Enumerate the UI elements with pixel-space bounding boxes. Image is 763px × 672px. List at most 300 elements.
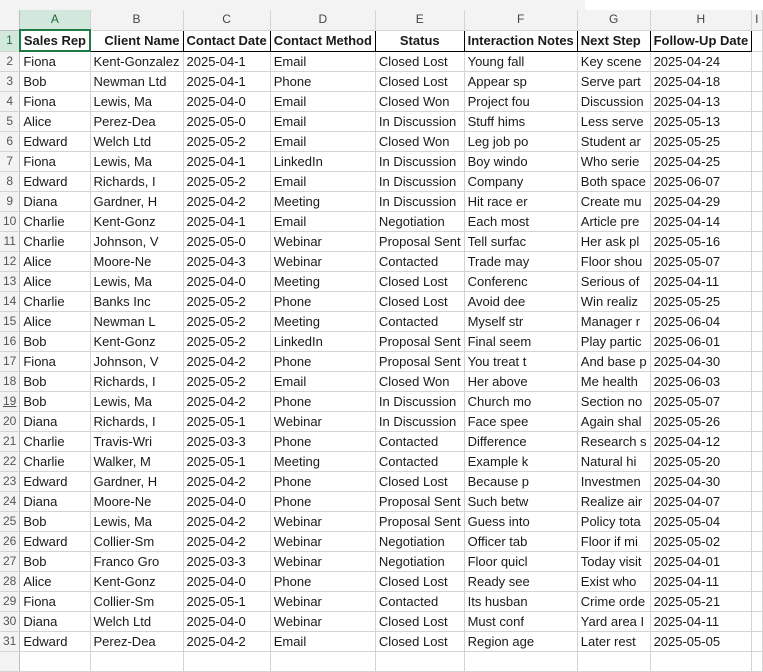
cell-client-name[interactable]: Lewis, Ma xyxy=(90,512,183,532)
cell-client-name[interactable]: Welch Ltd xyxy=(90,612,183,632)
empty-cell[interactable] xyxy=(183,652,270,672)
cell-contact-date[interactable]: 2025-04-0 xyxy=(183,272,270,292)
row-header[interactable]: 20 xyxy=(0,412,20,432)
cell-sales-rep[interactable]: Fiona xyxy=(20,152,90,172)
cell-sales-rep[interactable]: Edward xyxy=(20,172,90,192)
cell-status[interactable]: In Discussion xyxy=(375,112,464,132)
cell-follow-up-date[interactable]: 2025-04-14 xyxy=(650,212,752,232)
cell-sales-rep[interactable]: Edward xyxy=(20,532,90,552)
cell-next-step[interactable]: Today visit xyxy=(577,552,650,572)
cell-status[interactable]: Proposal Sent xyxy=(375,332,464,352)
cell-status[interactable]: Proposal Sent xyxy=(375,512,464,532)
cell-interaction-notes[interactable]: Avoid dee xyxy=(464,292,577,312)
cell-contact-method[interactable]: Email xyxy=(270,92,375,112)
empty-cell[interactable] xyxy=(752,51,762,72)
empty-cell[interactable] xyxy=(752,252,762,272)
empty-cell[interactable] xyxy=(752,172,762,192)
cell-interaction-notes[interactable]: Appear sp xyxy=(464,72,577,92)
cell-status[interactable]: In Discussion xyxy=(375,412,464,432)
cell-follow-up-date[interactable]: 2025-04-07 xyxy=(650,492,752,512)
empty-cell[interactable] xyxy=(752,152,762,172)
cell-status[interactable]: Contacted xyxy=(375,452,464,472)
row-header[interactable]: 7 xyxy=(0,152,20,172)
row-header[interactable]: 31 xyxy=(0,632,20,652)
cell-follow-up-date[interactable]: 2025-04-11 xyxy=(650,612,752,632)
cell-sales-rep[interactable]: Alice xyxy=(20,272,90,292)
cell-contact-date[interactable]: 2025-04-0 xyxy=(183,92,270,112)
header-cell-next-step[interactable]: Next Step xyxy=(577,30,650,51)
cell-contact-method[interactable]: Email xyxy=(270,51,375,72)
empty-cell[interactable] xyxy=(464,652,577,672)
header-cell-contact-date[interactable]: Contact Date xyxy=(183,30,270,51)
cell-client-name[interactable]: Richards, I xyxy=(90,172,183,192)
cell-follow-up-date[interactable]: 2025-04-11 xyxy=(650,572,752,592)
cell-client-name[interactable]: Franco Gro xyxy=(90,552,183,572)
header-cell-status[interactable]: Status xyxy=(375,30,464,51)
cell-status[interactable]: Closed Lost xyxy=(375,612,464,632)
cell-sales-rep[interactable]: Edward xyxy=(20,632,90,652)
cell-follow-up-date[interactable]: 2025-04-30 xyxy=(650,352,752,372)
empty-cell[interactable] xyxy=(752,112,762,132)
cell-sales-rep[interactable]: Fiona xyxy=(20,592,90,612)
cell-interaction-notes[interactable]: Floor quicl xyxy=(464,552,577,572)
cell-status[interactable]: Closed Lost xyxy=(375,272,464,292)
cell-next-step[interactable]: Investmen xyxy=(577,472,650,492)
cell-contact-method[interactable]: Webinar xyxy=(270,232,375,252)
cell-client-name[interactable]: Moore-Ne xyxy=(90,492,183,512)
cell-follow-up-date[interactable]: 2025-06-01 xyxy=(650,332,752,352)
cell-client-name[interactable]: Perez-Dea xyxy=(90,112,183,132)
cell-status[interactable]: Closed Won xyxy=(375,132,464,152)
row-header[interactable]: 24 xyxy=(0,492,20,512)
cell-follow-up-date[interactable]: 2025-04-24 xyxy=(650,51,752,72)
empty-cell[interactable] xyxy=(752,272,762,292)
cell-sales-rep[interactable]: Bob xyxy=(20,512,90,532)
cell-contact-method[interactable]: Webinar xyxy=(270,552,375,572)
cell-follow-up-date[interactable]: 2025-05-20 xyxy=(650,452,752,472)
cell-next-step[interactable]: Research s xyxy=(577,432,650,452)
row-header[interactable]: 9 xyxy=(0,192,20,212)
cell-client-name[interactable]: Travis-Wri xyxy=(90,432,183,452)
cell-contact-date[interactable]: 2025-05-0 xyxy=(183,112,270,132)
cell-next-step[interactable]: Exist who xyxy=(577,572,650,592)
cell-sales-rep[interactable]: Bob xyxy=(20,332,90,352)
cell-sales-rep[interactable]: Fiona xyxy=(20,51,90,72)
cell-follow-up-date[interactable]: 2025-06-03 xyxy=(650,372,752,392)
cell-status[interactable]: Closed Lost xyxy=(375,472,464,492)
empty-cell[interactable] xyxy=(752,492,762,512)
cell-sales-rep[interactable]: Alice xyxy=(20,312,90,332)
cell-client-name[interactable]: Banks Inc xyxy=(90,292,183,312)
cell-follow-up-date[interactable]: 2025-05-21 xyxy=(650,592,752,612)
empty-cell[interactable] xyxy=(752,572,762,592)
cell-client-name[interactable]: Moore-Ne xyxy=(90,252,183,272)
row-header[interactable]: 6 xyxy=(0,132,20,152)
cell-contact-method[interactable]: Email xyxy=(270,112,375,132)
cell-follow-up-date[interactable]: 2025-04-25 xyxy=(650,152,752,172)
row-header[interactable]: 5 xyxy=(0,112,20,132)
cell-follow-up-date[interactable]: 2025-05-05 xyxy=(650,632,752,652)
cell-next-step[interactable]: Crime orde xyxy=(577,592,650,612)
cell-interaction-notes[interactable]: Myself str xyxy=(464,312,577,332)
cell-status[interactable]: Proposal Sent xyxy=(375,232,464,252)
empty-cell[interactable] xyxy=(752,352,762,372)
cell-contact-date[interactable]: 2025-04-2 xyxy=(183,192,270,212)
cell-next-step[interactable]: Discussion xyxy=(577,92,650,112)
cell-contact-method[interactable]: Webinar xyxy=(270,532,375,552)
cell-interaction-notes[interactable]: Church mo xyxy=(464,392,577,412)
header-cell-contact-method[interactable]: Contact Method xyxy=(270,30,375,51)
cell-contact-date[interactable]: 2025-05-0 xyxy=(183,232,270,252)
cell-sales-rep[interactable]: Diana xyxy=(20,612,90,632)
cell-contact-date[interactable]: 2025-04-2 xyxy=(183,512,270,532)
column-header-c[interactable]: C xyxy=(183,10,270,30)
row-header[interactable]: 18 xyxy=(0,372,20,392)
cell-client-name[interactable]: Gardner, H xyxy=(90,192,183,212)
cell-sales-rep[interactable]: Fiona xyxy=(20,352,90,372)
cell-next-step[interactable]: Floor if mi xyxy=(577,532,650,552)
cell-next-step[interactable]: Realize air xyxy=(577,492,650,512)
column-header-e[interactable]: E xyxy=(375,10,464,30)
empty-cell[interactable] xyxy=(752,532,762,552)
cell-status[interactable]: Contacted xyxy=(375,252,464,272)
cell-interaction-notes[interactable]: Difference xyxy=(464,432,577,452)
cell-status[interactable]: In Discussion xyxy=(375,192,464,212)
cell-sales-rep[interactable]: Charlie xyxy=(20,232,90,252)
row-header[interactable]: 16 xyxy=(0,332,20,352)
cell-contact-method[interactable]: Phone xyxy=(270,492,375,512)
cell-interaction-notes[interactable]: Stuff hims xyxy=(464,112,577,132)
row-header[interactable]: 13 xyxy=(0,272,20,292)
cell-follow-up-date[interactable]: 2025-04-30 xyxy=(650,472,752,492)
cell-sales-rep[interactable]: Charlie xyxy=(20,292,90,312)
cell-contact-date[interactable]: 2025-04-1 xyxy=(183,212,270,232)
cell-follow-up-date[interactable]: 2025-05-13 xyxy=(650,112,752,132)
cell-follow-up-date[interactable]: 2025-04-01 xyxy=(650,552,752,572)
cell-interaction-notes[interactable]: Trade may xyxy=(464,252,577,272)
cell-sales-rep[interactable]: Diana xyxy=(20,412,90,432)
cell-next-step[interactable]: Key scene xyxy=(577,51,650,72)
row-header[interactable]: 12 xyxy=(0,252,20,272)
cell-client-name[interactable]: Johnson, V xyxy=(90,352,183,372)
cell-interaction-notes[interactable]: Guess into xyxy=(464,512,577,532)
cell-next-step[interactable]: Floor shou xyxy=(577,252,650,272)
cell-follow-up-date[interactable]: 2025-04-12 xyxy=(650,432,752,452)
cell-contact-method[interactable]: Webinar xyxy=(270,412,375,432)
cell-interaction-notes[interactable]: Such betw xyxy=(464,492,577,512)
empty-cell[interactable] xyxy=(752,332,762,352)
row-header[interactable]: 14 xyxy=(0,292,20,312)
cell-sales-rep[interactable]: Bob xyxy=(20,72,90,92)
cell-client-name[interactable]: Kent-Gonz xyxy=(90,572,183,592)
cell-sales-rep[interactable]: Bob xyxy=(20,372,90,392)
cell-interaction-notes[interactable]: Boy windo xyxy=(464,152,577,172)
cell-client-name[interactable]: Newman L xyxy=(90,312,183,332)
cell-contact-date[interactable]: 2025-04-1 xyxy=(183,152,270,172)
row-header[interactable]: 30 xyxy=(0,612,20,632)
cell-interaction-notes[interactable]: Its husban xyxy=(464,592,577,612)
empty-cell[interactable] xyxy=(752,632,762,652)
row-header[interactable]: 1 xyxy=(0,30,20,51)
row-header[interactable]: 4 xyxy=(0,92,20,112)
cell-follow-up-date[interactable]: 2025-06-04 xyxy=(650,312,752,332)
row-header[interactable]: 27 xyxy=(0,552,20,572)
cell-next-step[interactable]: Play partic xyxy=(577,332,650,352)
cell-status[interactable]: Closed Lost xyxy=(375,292,464,312)
cell-interaction-notes[interactable]: Because p xyxy=(464,472,577,492)
cell-follow-up-date[interactable]: 2025-05-07 xyxy=(650,392,752,412)
row-header[interactable]: 11 xyxy=(0,232,20,252)
row-header[interactable]: 22 xyxy=(0,452,20,472)
cell-interaction-notes[interactable]: Example k xyxy=(464,452,577,472)
cell-next-step[interactable]: Yard area I xyxy=(577,612,650,632)
cell-interaction-notes[interactable]: Officer tab xyxy=(464,532,577,552)
cell-contact-method[interactable]: Email xyxy=(270,372,375,392)
cell-status[interactable]: Proposal Sent xyxy=(375,492,464,512)
cell-client-name[interactable]: Richards, I xyxy=(90,372,183,392)
empty-cell[interactable] xyxy=(752,512,762,532)
cell-interaction-notes[interactable]: Tell surfac xyxy=(464,232,577,252)
cell-client-name[interactable]: Collier-Sm xyxy=(90,532,183,552)
row-header[interactable]: 2 xyxy=(0,51,20,72)
header-cell-follow-up-date[interactable]: Follow-Up Date xyxy=(650,30,752,51)
empty-cell[interactable] xyxy=(20,652,90,672)
row-header[interactable]: 19 xyxy=(0,392,20,412)
cell-contact-date[interactable]: 2025-05-2 xyxy=(183,132,270,152)
empty-cell[interactable] xyxy=(752,30,762,51)
empty-cell[interactable] xyxy=(752,312,762,332)
row-header[interactable]: 17 xyxy=(0,352,20,372)
cell-next-step[interactable]: Me health xyxy=(577,372,650,392)
cell-interaction-notes[interactable]: Hit race er xyxy=(464,192,577,212)
cell-status[interactable]: Proposal Sent xyxy=(375,352,464,372)
cell-contact-method[interactable]: Email xyxy=(270,212,375,232)
empty-cell[interactable] xyxy=(752,232,762,252)
cell-client-name[interactable]: Newman Ltd xyxy=(90,72,183,92)
cell-contact-date[interactable]: 2025-04-2 xyxy=(183,632,270,652)
cell-interaction-notes[interactable]: Region age xyxy=(464,632,577,652)
cell-client-name[interactable]: Lewis, Ma xyxy=(90,392,183,412)
cell-status[interactable]: Closed Lost xyxy=(375,572,464,592)
cell-client-name[interactable]: Perez-Dea xyxy=(90,632,183,652)
cell-sales-rep[interactable]: Diana xyxy=(20,192,90,212)
cell-follow-up-date[interactable]: 2025-05-25 xyxy=(650,292,752,312)
cell-client-name[interactable]: Walker, M xyxy=(90,452,183,472)
cell-contact-date[interactable]: 2025-04-2 xyxy=(183,472,270,492)
cell-follow-up-date[interactable]: 2025-05-04 xyxy=(650,512,752,532)
column-header-a[interactable]: A xyxy=(20,10,90,30)
cell-contact-date[interactable]: 2025-05-2 xyxy=(183,372,270,392)
empty-cell[interactable] xyxy=(375,652,464,672)
column-header-d[interactable]: D xyxy=(270,10,375,30)
cell-contact-date[interactable]: 2025-04-0 xyxy=(183,492,270,512)
cell-status[interactable]: In Discussion xyxy=(375,392,464,412)
cell-contact-date[interactable]: 2025-05-2 xyxy=(183,312,270,332)
header-cell-interaction-notes[interactable]: Interaction Notes xyxy=(464,30,577,51)
cell-next-step[interactable]: Manager r xyxy=(577,312,650,332)
empty-cell[interactable] xyxy=(752,132,762,152)
cell-status[interactable]: Negotiation xyxy=(375,212,464,232)
column-header-h[interactable]: H xyxy=(650,10,752,30)
cell-next-step[interactable]: Serve part xyxy=(577,72,650,92)
cell-contact-method[interactable]: Phone xyxy=(270,392,375,412)
cell-status[interactable]: Contacted xyxy=(375,432,464,452)
cell-contact-method[interactable]: Webinar xyxy=(270,512,375,532)
cell-follow-up-date[interactable]: 2025-05-16 xyxy=(650,232,752,252)
cell-interaction-notes[interactable]: Her above xyxy=(464,372,577,392)
cell-follow-up-date[interactable]: 2025-04-18 xyxy=(650,72,752,92)
empty-cell[interactable] xyxy=(752,452,762,472)
row-header[interactable] xyxy=(0,652,20,672)
cell-next-step[interactable]: Less serve xyxy=(577,112,650,132)
row-header[interactable]: 25 xyxy=(0,512,20,532)
cell-interaction-notes[interactable]: Leg job po xyxy=(464,132,577,152)
cell-sales-rep[interactable]: Alice xyxy=(20,572,90,592)
empty-cell[interactable] xyxy=(752,372,762,392)
cell-status[interactable]: Contacted xyxy=(375,592,464,612)
cell-client-name[interactable]: Richards, I xyxy=(90,412,183,432)
cell-contact-date[interactable]: 2025-04-1 xyxy=(183,51,270,72)
cell-contact-date[interactable]: 2025-04-0 xyxy=(183,612,270,632)
empty-cell[interactable] xyxy=(752,212,762,232)
cell-sales-rep[interactable]: Bob xyxy=(20,552,90,572)
cell-contact-method[interactable]: Phone xyxy=(270,292,375,312)
cell-sales-rep[interactable]: Edward xyxy=(20,132,90,152)
cell-next-step[interactable]: Policy tota xyxy=(577,512,650,532)
cell-follow-up-date[interactable]: 2025-05-25 xyxy=(650,132,752,152)
empty-cell[interactable] xyxy=(752,552,762,572)
cell-follow-up-date[interactable]: 2025-04-11 xyxy=(650,272,752,292)
cell-status[interactable]: In Discussion xyxy=(375,152,464,172)
empty-cell[interactable] xyxy=(752,92,762,112)
row-header[interactable]: 3 xyxy=(0,72,20,92)
cell-contact-date[interactable]: 2025-04-0 xyxy=(183,572,270,592)
cell-contact-method[interactable]: Email xyxy=(270,132,375,152)
empty-cell[interactable] xyxy=(752,592,762,612)
cell-sales-rep[interactable]: Bob xyxy=(20,392,90,412)
cell-contact-method[interactable]: Meeting xyxy=(270,272,375,292)
cell-contact-method[interactable]: Phone xyxy=(270,352,375,372)
cell-contact-method[interactable]: Webinar xyxy=(270,592,375,612)
cell-interaction-notes[interactable]: Face spee xyxy=(464,412,577,432)
cell-contact-method[interactable]: Meeting xyxy=(270,192,375,212)
empty-cell[interactable] xyxy=(752,472,762,492)
cell-client-name[interactable]: Johnson, V xyxy=(90,232,183,252)
cell-interaction-notes[interactable]: Company xyxy=(464,172,577,192)
cell-status[interactable]: Closed Won xyxy=(375,92,464,112)
cell-status[interactable]: Closed Lost xyxy=(375,51,464,72)
cell-client-name[interactable]: Kent-Gonzalez xyxy=(90,51,183,72)
select-all-corner[interactable] xyxy=(0,10,20,30)
cell-status[interactable]: Negotiation xyxy=(375,552,464,572)
empty-cell[interactable] xyxy=(752,392,762,412)
empty-cell[interactable] xyxy=(752,432,762,452)
cell-follow-up-date[interactable]: 2025-05-07 xyxy=(650,252,752,272)
cell-status[interactable]: Closed Lost xyxy=(375,72,464,92)
empty-cell[interactable] xyxy=(90,652,183,672)
row-header[interactable]: 21 xyxy=(0,432,20,452)
cell-contact-method[interactable]: Email xyxy=(270,632,375,652)
cell-next-step[interactable]: Who serie xyxy=(577,152,650,172)
cell-next-step[interactable]: Section no xyxy=(577,392,650,412)
cell-sales-rep[interactable]: Charlie xyxy=(20,452,90,472)
cell-sales-rep[interactable]: Fiona xyxy=(20,92,90,112)
cell-client-name[interactable]: Gardner, H xyxy=(90,472,183,492)
cell-interaction-notes[interactable]: You treat t xyxy=(464,352,577,372)
cell-interaction-notes[interactable]: Must conf xyxy=(464,612,577,632)
empty-cell[interactable] xyxy=(752,412,762,432)
cell-follow-up-date[interactable]: 2025-04-29 xyxy=(650,192,752,212)
cell-contact-method[interactable]: Phone xyxy=(270,72,375,92)
cell-contact-date[interactable]: 2025-05-1 xyxy=(183,592,270,612)
cell-status[interactable]: In Discussion xyxy=(375,172,464,192)
cell-client-name[interactable]: Lewis, Ma xyxy=(90,272,183,292)
cell-contact-date[interactable]: 2025-03-3 xyxy=(183,552,270,572)
cell-follow-up-date[interactable]: 2025-05-02 xyxy=(650,532,752,552)
cell-contact-date[interactable]: 2025-04-1 xyxy=(183,72,270,92)
cell-contact-method[interactable]: Webinar xyxy=(270,252,375,272)
cell-next-step[interactable]: Serious of xyxy=(577,272,650,292)
cell-sales-rep[interactable]: Charlie xyxy=(20,212,90,232)
cell-next-step[interactable]: Create mu xyxy=(577,192,650,212)
cell-client-name[interactable]: Collier-Sm xyxy=(90,592,183,612)
cell-client-name[interactable]: Kent-Gonz xyxy=(90,212,183,232)
cell-contact-date[interactable]: 2025-03-3 xyxy=(183,432,270,452)
cell-next-step[interactable]: Again shal xyxy=(577,412,650,432)
cell-client-name[interactable]: Lewis, Ma xyxy=(90,152,183,172)
cell-contact-method[interactable]: Meeting xyxy=(270,312,375,332)
cell-follow-up-date[interactable]: 2025-05-26 xyxy=(650,412,752,432)
empty-cell[interactable] xyxy=(577,652,650,672)
row-header[interactable]: 28 xyxy=(0,572,20,592)
empty-cell[interactable] xyxy=(752,292,762,312)
cell-interaction-notes[interactable]: Each most xyxy=(464,212,577,232)
cell-contact-date[interactable]: 2025-04-3 xyxy=(183,252,270,272)
column-header-b[interactable]: B xyxy=(90,10,183,30)
cell-contact-method[interactable]: Webinar xyxy=(270,612,375,632)
cell-contact-method[interactable]: LinkedIn xyxy=(270,152,375,172)
empty-cell[interactable] xyxy=(270,652,375,672)
cell-interaction-notes[interactable]: Conferenc xyxy=(464,272,577,292)
cell-contact-date[interactable]: 2025-04-2 xyxy=(183,532,270,552)
cell-next-step[interactable]: Article pre xyxy=(577,212,650,232)
row-header[interactable]: 15 xyxy=(0,312,20,332)
cell-next-step[interactable]: Later rest xyxy=(577,632,650,652)
cell-sales-rep[interactable]: Charlie xyxy=(20,432,90,452)
row-header[interactable]: 23 xyxy=(0,472,20,492)
row-header[interactable]: 29 xyxy=(0,592,20,612)
header-cell-sales-rep[interactable]: Sales Rep xyxy=(20,30,90,51)
cell-status[interactable]: Closed Won xyxy=(375,372,464,392)
cell-contact-date[interactable]: 2025-04-2 xyxy=(183,392,270,412)
cell-contact-method[interactable]: Meeting xyxy=(270,452,375,472)
empty-cell[interactable] xyxy=(650,652,752,672)
row-header[interactable]: 26 xyxy=(0,532,20,552)
cell-status[interactable]: Contacted xyxy=(375,312,464,332)
cell-next-step[interactable]: Natural hi xyxy=(577,452,650,472)
header-cell-client-name[interactable]: Client Name xyxy=(90,30,183,51)
row-header[interactable]: 8 xyxy=(0,172,20,192)
empty-cell[interactable] xyxy=(752,652,762,672)
cell-sales-rep[interactable]: Alice xyxy=(20,252,90,272)
cell-contact-date[interactable]: 2025-05-2 xyxy=(183,172,270,192)
cell-contact-date[interactable]: 2025-05-2 xyxy=(183,292,270,312)
cell-contact-method[interactable]: LinkedIn xyxy=(270,332,375,352)
cell-sales-rep[interactable]: Edward xyxy=(20,472,90,492)
cell-contact-date[interactable]: 2025-05-2 xyxy=(183,332,270,352)
cell-contact-method[interactable]: Phone xyxy=(270,472,375,492)
cell-next-step[interactable]: Student ar xyxy=(577,132,650,152)
